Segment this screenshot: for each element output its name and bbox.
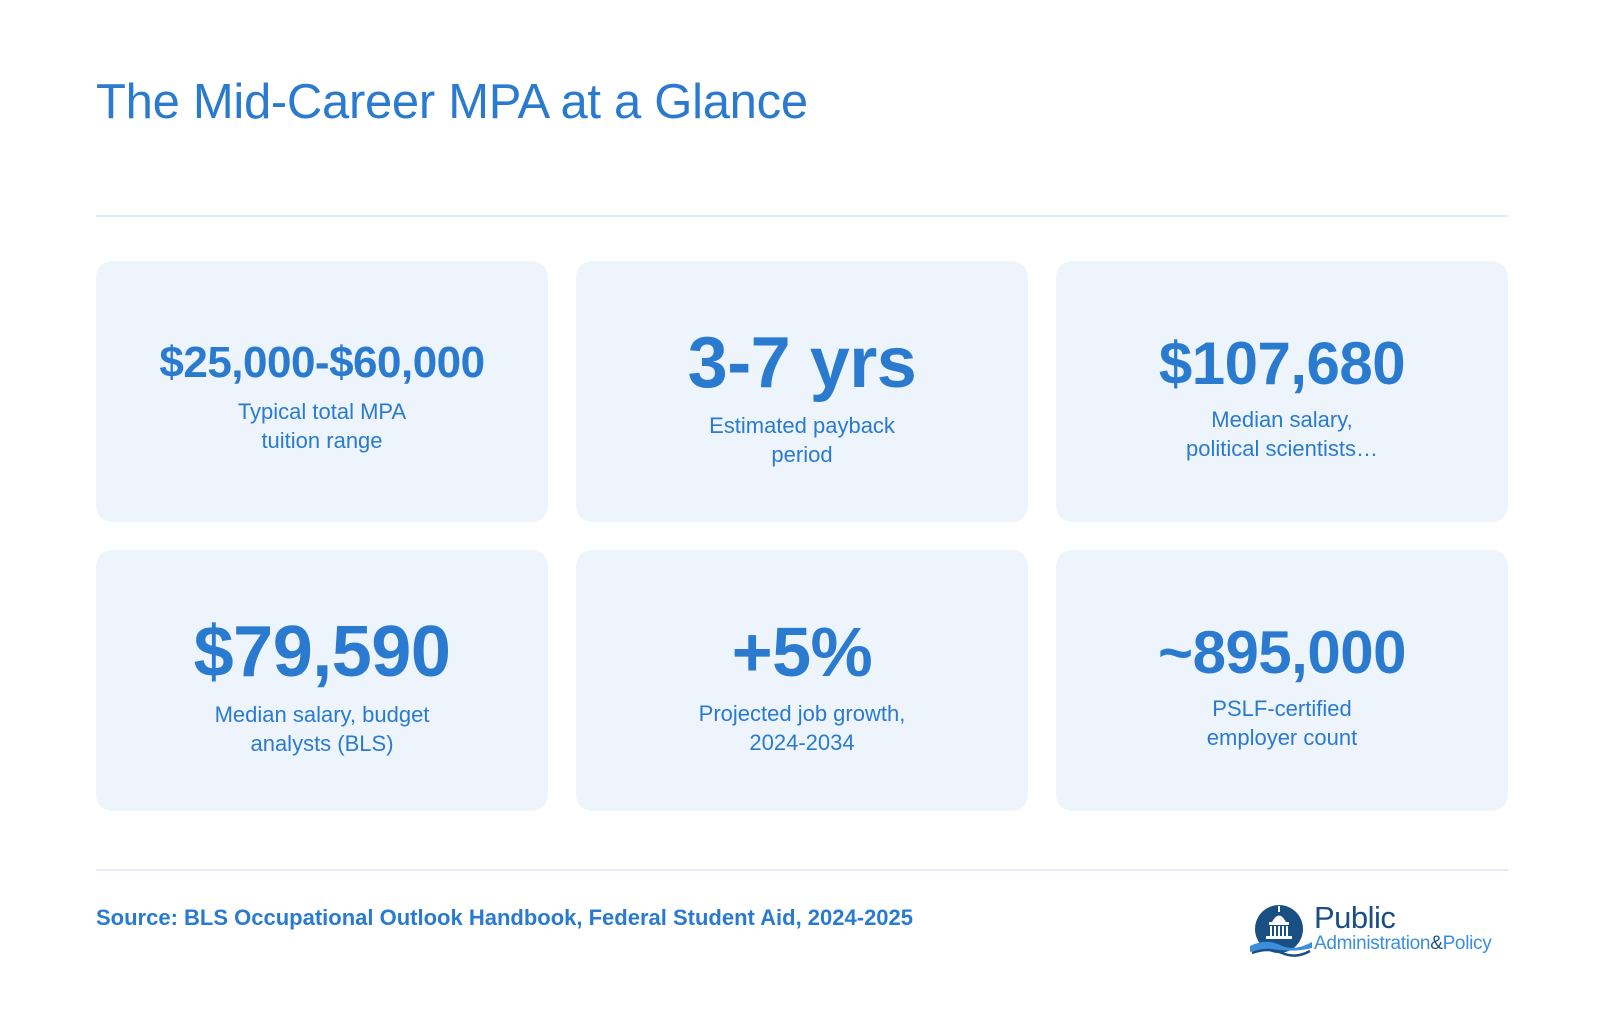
stat-value: +5% <box>731 612 873 691</box>
stat-label-line: period <box>771 442 833 468</box>
top-divider <box>96 215 1508 217</box>
stat-label-line: Typical total MPA <box>237 398 407 424</box>
stat-label-line: Projected job growth, <box>698 701 906 727</box>
stat-card-payback <box>576 261 1028 522</box>
stat-value: ~895,000 <box>1158 619 1406 686</box>
bottom-divider <box>96 869 1508 871</box>
stats-grid <box>96 261 1508 811</box>
stat-card-pslf-employers <box>1056 550 1508 811</box>
stat-label <box>1207 694 1357 752</box>
logo-word-administration: Administration <box>1314 933 1431 954</box>
stat-value: $79,590 <box>193 611 451 692</box>
source-note: Source: BLS Occupational Outlook Handbook, Federal Student Aid, 2024-2025 <box>96 905 914 930</box>
logo-ampersand: & <box>1430 933 1443 954</box>
capitol-dome-icon <box>1248 900 1314 962</box>
stat-label-line: political scientists… <box>1186 436 1378 461</box>
logo-wordmark-secondary <box>1314 934 1491 953</box>
stat-label-line: Estimated payback <box>709 413 895 439</box>
stat-label-line: employer count <box>1206 725 1358 750</box>
stat-card-tuition <box>96 261 548 522</box>
logo-word-policy: Policy <box>1442 933 1492 954</box>
stat-label <box>238 397 406 455</box>
stat-label-line: Median salary, <box>1211 407 1353 432</box>
stat-value: $107,680 <box>1158 330 1406 397</box>
stat-card-budget-analysts <box>96 550 548 811</box>
stat-label <box>709 411 895 469</box>
stat-label-line: analysts (BLS) <box>250 731 394 757</box>
stat-label <box>1186 405 1378 463</box>
stat-label-line: PSLF-certified <box>1212 696 1352 721</box>
stat-card-job-growth <box>576 550 1028 811</box>
page-title: The Mid-Career MPA at a Glance <box>96 75 808 129</box>
stat-value: $25,000-$60,000 <box>159 338 485 388</box>
stat-label-line: Median salary, budget <box>214 702 430 728</box>
brand-logo <box>1248 898 1510 962</box>
stat-value: 3-7 yrs <box>687 322 917 403</box>
stat-label-line: tuition range <box>261 427 383 453</box>
logo-wordmark-primary: Public <box>1314 900 1396 935</box>
stat-label <box>215 700 430 758</box>
stat-label <box>699 699 906 757</box>
stat-label-line: 2024-2034 <box>749 730 855 756</box>
stat-card-political-scientists <box>1056 261 1508 522</box>
